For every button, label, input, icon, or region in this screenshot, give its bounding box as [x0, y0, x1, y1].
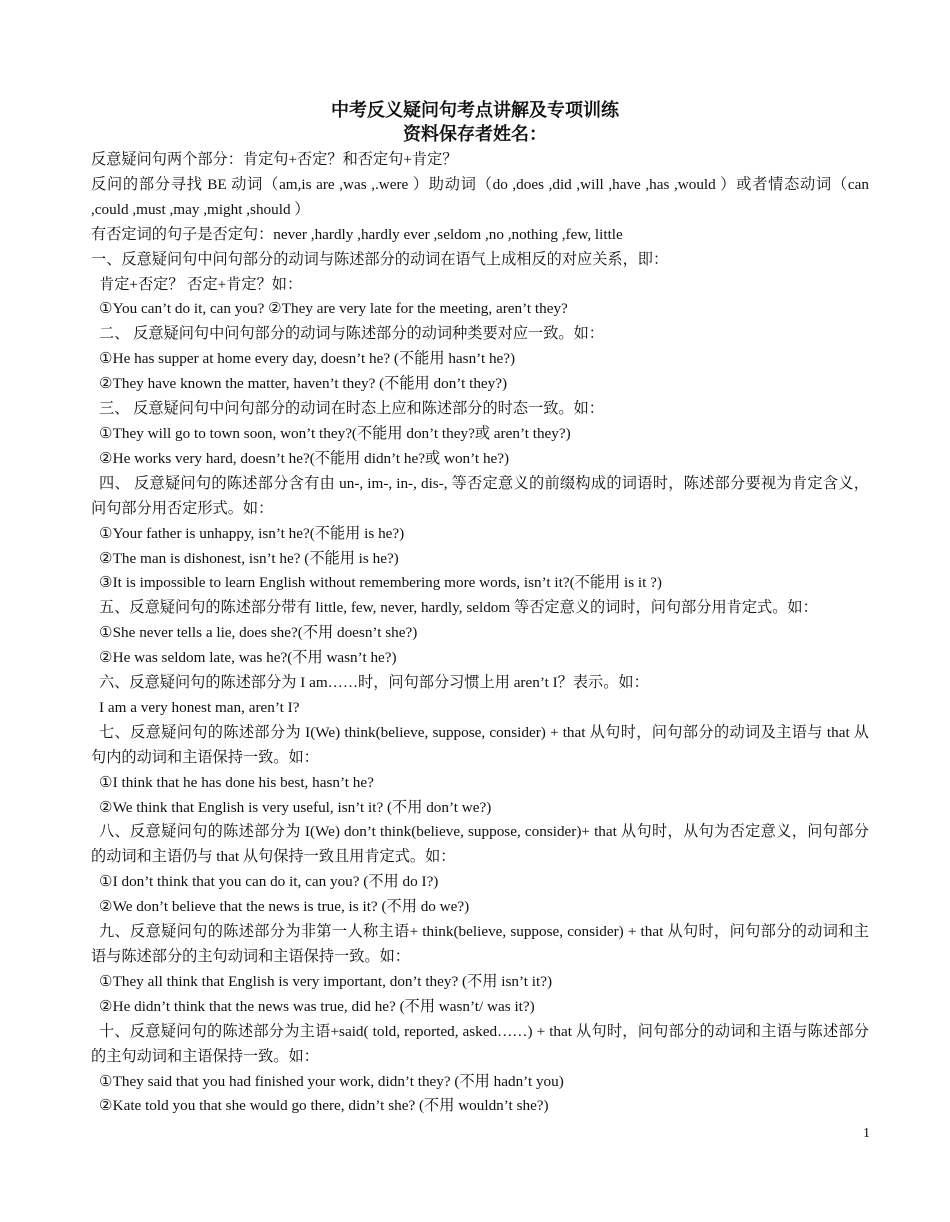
- example-line: ②He works very hard, doesn’t he?(不能用 didn’t he?或 won’t he?): [99, 449, 510, 467]
- example-line: I am a very honest man, aren’t I?: [99, 698, 300, 716]
- example-line: ②We don’t believe that the news is true, is it? (不用 do we?): [99, 898, 470, 916]
- example-line: ③It is impossible to learn English without remembering more words, isn’t it?(不能用 is it ?): [99, 574, 662, 592]
- example-line: ①You can’t do it, can you? ②They are very late for the meeting, aren’t they?: [99, 300, 568, 318]
- rule-heading: 三、 反意疑问句中问句部分的动词在时态上应和陈述部分的时态一致。如：: [99, 400, 604, 418]
- rule-heading: 八、反意疑问句的陈述部分为 I(We) don’t think(believe, suppose, consider)+ that 从句时，从句为否定意义，问句部分的动词和主语仍与 that 从句保持一致且用肯定式。如：: [91, 823, 869, 866]
- example-line: ②He was seldom late, was he?(不用 wasn’t he?): [99, 649, 397, 667]
- example-line: ②We think that English is very useful, isn’t it? (不用 don’t we?): [99, 798, 492, 816]
- rule-line: 肯定+否定？ 否定+肯定？如：: [99, 275, 303, 293]
- document-body: [91, 148, 869, 1119]
- example-line: ①They will go to town soon, won’t they?(不能用 don’t they?或 aren’t they?): [99, 424, 571, 442]
- intro-line: 反问的部分寻找 BE 动词（am,is are ,was ,.were ）助动词（do ,does ,did ,will ,have ,has ,would ）或者情态动词（can ,could ,must ,may ,might ,should ）: [91, 175, 869, 218]
- example-line: ①He has supper at home every day, doesn’t he? (不能用 hasn’t he?): [99, 350, 516, 368]
- intro-line: 反意疑问句两个部分：肯定句+否定？和否定句+肯定？: [91, 151, 458, 168]
- rule-heading: 六、反意疑问句的陈述部分为 I am……时，问句部分习惯上用 aren’t I？表示。如：: [99, 674, 649, 692]
- example-line: ①They said that you had finished your work, didn’t they? (不用 hadn’t you): [99, 1072, 564, 1090]
- rule-heading: 四、 反意疑问句的陈述部分含有由 un-, im-, in-, dis-, 等否定意义的前缀构成的词语时，陈述部分要视为肯定含义，问句部分用否定形式。如：: [91, 474, 869, 517]
- rule-heading: 二、 反意疑问句中问句部分的动词与陈述部分的动词种类要对应一致。如：: [99, 325, 604, 343]
- page-title: 中考反义疑问句考点讲解及专项训练: [331, 100, 619, 120]
- intro-line: 有否定词的句子是否定句：never ,hardly ,hardly ever ,seldom ,no ,nothing ,few, little: [91, 225, 623, 243]
- example-line: ②Kate told you that she would go there, didn’t she? (不用 wouldn’t she?): [99, 1097, 549, 1115]
- page-number: 1: [863, 1126, 870, 1141]
- example-line: ②The man is dishonest, isn’t he? (不能用 is he?): [99, 549, 399, 567]
- example-line: ①They all think that English is very important, don’t they? (不用 isn’t it?): [99, 972, 552, 990]
- example-line: ①I don’t think that you can do it, can you? (不用 do I?): [99, 873, 439, 891]
- rule-heading: 一、反意疑问句中问句部分的动词与陈述部分的动词在语气上成相反的对应关系，即：: [91, 250, 669, 268]
- example-line: ①I think that he has done his best, hasn’t he?: [99, 773, 374, 791]
- example-line: ②They have known the matter, haven’t they? (不能用 don’t they?): [99, 375, 508, 393]
- page-subtitle: 资料保存者姓名：: [403, 124, 547, 144]
- example-line: ①She never tells a lie, does she?(不用 doesn’t she?): [99, 624, 418, 642]
- rule-heading: 五、反意疑问句的陈述部分带有 little, few, never, hardly, seldom 等否定意义的词时，问句部分用肯定式。如：: [99, 599, 818, 617]
- example-line: ②He didn’t think that the news was true, did he? (不用 wasn’t/ was it?): [99, 997, 535, 1015]
- rule-heading: 九、反意疑问句的陈述部分为非第一人称主语+ think(believe, suppose, consider) + that 从句时，问句部分的动词和主语与陈述部分的主句动词和主语保持一致。如：: [91, 923, 869, 965]
- rule-heading: 十、反意疑问句的陈述部分为主语+said( told, reported, asked……) + that 从句时，问句部分的动词和主语与陈述部分的主句动词和主语保持一致。如：: [91, 1022, 869, 1065]
- example-line: ①Your father is unhappy, isn’t he?(不能用 is he?): [99, 524, 405, 542]
- rule-heading: 七、反意疑问句的陈述部分为 I(We) think(believe, suppose, consider) + that 从句时，问句部分的动词及主语与 that 从句内的动词和主语保持一致。如：: [91, 723, 869, 766]
